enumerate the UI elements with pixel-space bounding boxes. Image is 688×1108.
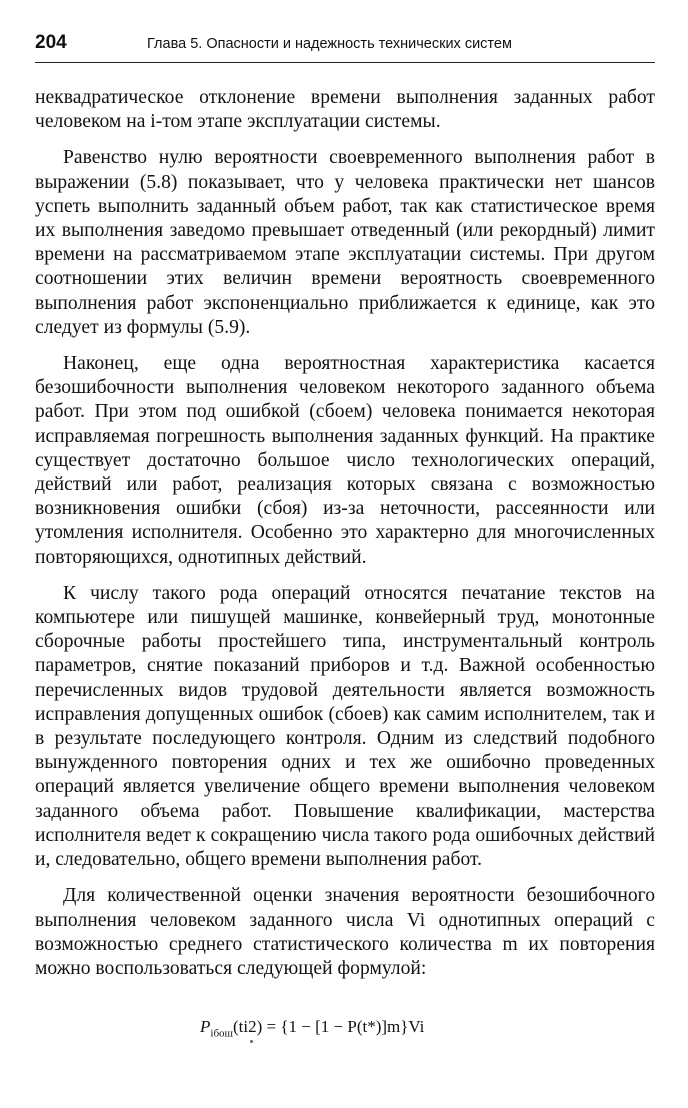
running-header [35,32,655,63]
page-speck [250,1040,253,1043]
formula-lhs-arg: (ti2) [233,1017,263,1036]
formula-lhs-symbol: P [200,1017,211,1036]
chapter-title: Глава 5. Опасности и надежность технических систем [147,36,512,52]
paragraph-continuation: неквадратическое отклонение времени выполнения заданных работ человеком на i-том этапе эксплуатации системы. [35,87,655,133]
paragraph: Наконец, еще одна вероятностная характеристика касается безошибочности выполнения человеком некоторого заданного объема работ. При этом под ошибкой (сбоем) человека понимается некоторая исправляемая погрешность выполнения заданных функций. На практике существует достаточно большое число технологических операций, действий или работ, реализация которых связана с возможностью возникновения ошибки (сбоя) из-за неточности, рассеянности или утомления исполнителя. Особенно это характерно для многочисленных повторяющихся, однотипных действий. [35,353,655,568]
paragraph: К числу такого рода операций относятся печатание текстов на компьютере или пишущей машинке, конвейерный труд, монотонные сборочные работы простейшего типа, инструментальный контроль параметров, снятие показаний приборов и т.д. Важной особенностью перечисленных видов трудовой деятельности является возможность исправления допущенных ошибок (сбоев) как самим исполнителем, так и в результате последующего контроля. Одним из следствий подобного вынужденного повторения одних и тех же ошибочно проведенных операций является увеличение общего времени выполнения человеком заданного объема работ. Повышение квалификации, мастерства исполнителя ведет к сокращению числа такого рода ошибочных действий и, следовательно, общего времени выполнения работ. [35,582,655,871]
formula-lhs-subscript: iбош [210,1027,234,1040]
page-number: 204 [35,32,67,53]
formula [200,1017,424,1039]
body-text [35,86,655,981]
book-page [35,32,655,1092]
paragraph: Для количественной оценки значения вероятности безошибочного выполнения человеком заданного числа Vi однотипных операций с возможностью среднего статистического количества m их повторения можно воспользоваться следующей формулой: [35,885,655,979]
formula-rhs: = {1 − [1 − P(t*)]m}Vi [266,1017,425,1036]
paragraph: Равенство нулю вероятности своевременного выполнения работ в выражении (5.8) показывает, что у человека практически нет шансов успеть выполнить заданный объем работ, так как статистическое время их выполнения заведомо превышает отведенный (или рекордный) лимит времени на рассматриваемом этапе эксплуатации системы. При другом соотношении этих величин времени вероятность своевременного выполнения работ экспоненциально приближается к единице, как это следует из формулы (5.9). [35,147,655,338]
